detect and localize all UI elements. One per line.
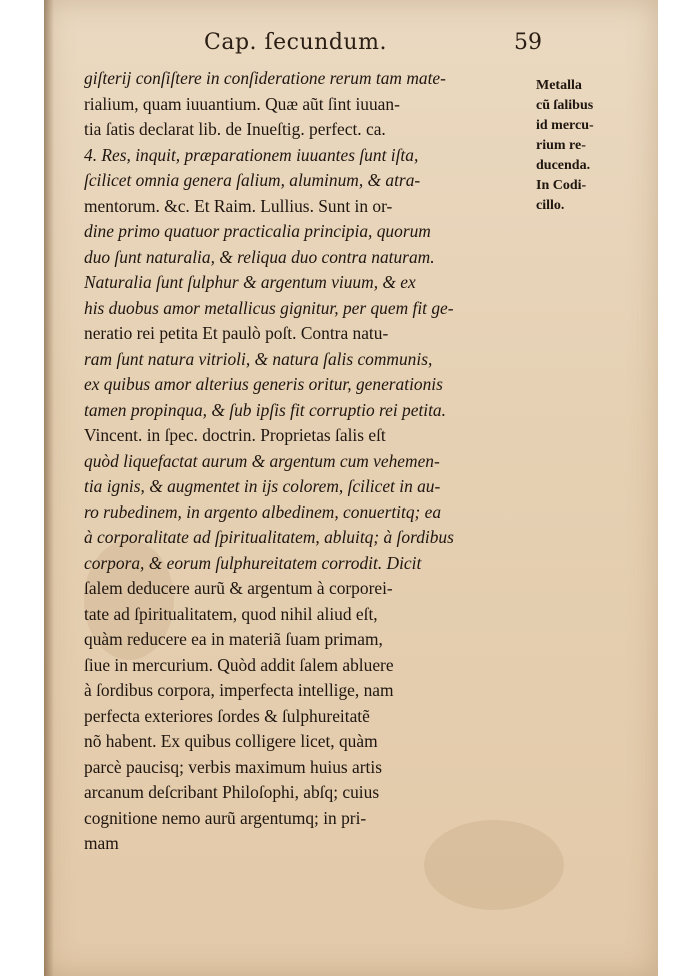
text-line: mentorum. &c. Et Raim. Lullius. Sunt in or- — [84, 195, 393, 216]
text-line: perfecta exteriores ſordes & ſulphureitatẽ — [84, 705, 370, 726]
text-line: ſcilicet omnia genera ſalium, aluminum, & atra- — [84, 170, 421, 190]
text-line: mam — [84, 833, 119, 853]
text-line: duo ſunt naturalia, & reliqua duo contra naturam. — [84, 246, 435, 267]
text-line: tia ſatis declarat lib. de Inueſtig. perfect. ca. — [84, 119, 386, 139]
text-line: giſterij conſiſtere in conſideratione rerum tam mate- — [84, 68, 446, 88]
text-line: his duobus amor metallicus gignitur, per quem fit ge- — [84, 297, 454, 318]
margin-note-line: ducenda. — [536, 158, 591, 173]
text-line: cognitione nemo aurũ argentumq; in pri- — [84, 807, 367, 828]
text-line: ram ſunt natura vitrioli, & natura ſalis communis, — [84, 348, 433, 369]
body-text — [84, 66, 522, 857]
text-line: rialium, quam iuuantium. Quæ aũt ſint iuuan- — [84, 93, 400, 114]
text-line: parcè paucisq; verbis maximum huius artis — [84, 756, 382, 777]
running-title: Cap. ſecundum. — [204, 30, 387, 55]
margin-note-line: Metalla — [536, 78, 582, 93]
page-spine-shadow — [44, 0, 54, 976]
text-line: Vincent. in ſpec. doctrin. Proprietas ſalis eſt — [84, 425, 386, 445]
text-line: à corporalitate ad ſpiritualitatem, abluitq; à ſordibus — [84, 527, 454, 547]
book-page — [44, 0, 658, 976]
text-line: dine primo quatuor practicalia principia, quorum — [84, 221, 431, 241]
text-line: corpora, & eorum ſulphureitatem corrodit. Dicit — [84, 552, 422, 573]
text-line: à ſordibus corpora, imperfecta intellige, nam — [84, 680, 394, 700]
text-line: ſiue in mercurium. Quòd addit ſalem abluere — [84, 654, 394, 675]
text-line: tate ad ſpiritualitatem, quod nihil aliud eſt, — [84, 603, 378, 624]
margin-note-line: cũ ſalibus — [536, 98, 594, 113]
text-line: quòd liquefactat aurum & argentum cum vehemen- — [84, 450, 440, 471]
page-header — [44, 30, 658, 60]
text-line: tia ignis, & augmentet in ijs colorem, ſcilicet in au- — [84, 476, 441, 496]
text-line: Naturalia ſunt ſulphur & argentum viuum, & ex — [84, 272, 416, 292]
text-line: quàm reducere ea in materiã ſuam primam, — [84, 629, 383, 649]
page-number: 59 — [514, 30, 542, 55]
margin-note-line: cillo. — [536, 198, 565, 213]
margin-note-line: rium re- — [536, 138, 586, 153]
text-line: ex quibus amor alterius generis oritur, generationis — [84, 374, 443, 394]
margin-note-line: id mercu- — [536, 118, 594, 133]
text-line: nõ habent. Ex quibus colligere licet, quàm — [84, 731, 378, 751]
text-line: arcanum deſcribant Philoſophi, abſq; cuius — [84, 782, 380, 802]
text-line: tamen propinqua, & ſub ipſis fit corruptio rei petita. — [84, 399, 446, 420]
text-line: neratio rei petita Et paulò poſt. Contra natu- — [84, 323, 389, 343]
margin-note-line: In Codi- — [536, 178, 587, 193]
text-line: ro rubedinem, in argento albedinem, conuertitq; ea — [84, 501, 442, 522]
margin-note — [536, 76, 646, 216]
text-line: 4. Res, inquit, præparationem iuuantes ſunt iſta, — [84, 144, 419, 165]
text-line: ſalem deducere aurũ & argentum à corporei- — [84, 578, 393, 598]
